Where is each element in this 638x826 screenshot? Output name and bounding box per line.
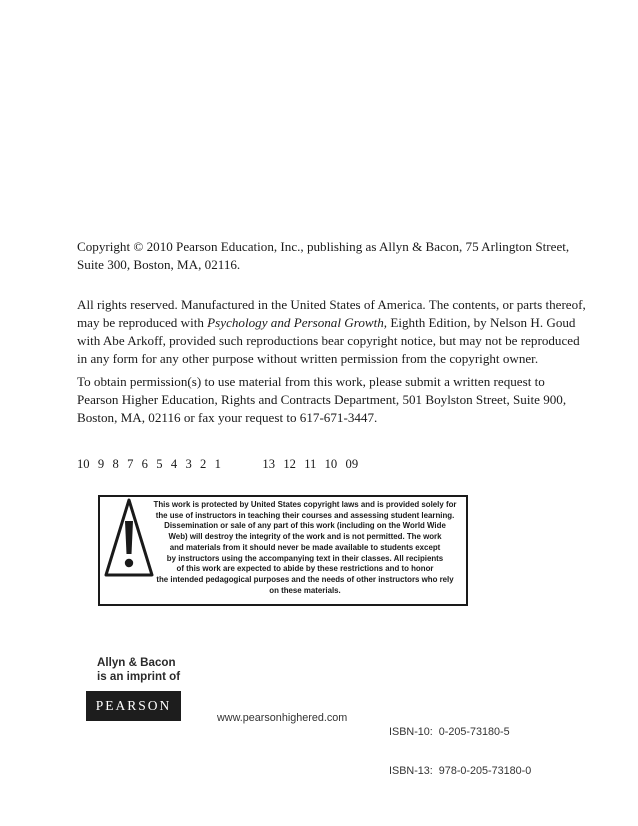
warning-line: the use of instructors in teaching their courses and assessing student learning.	[155, 510, 455, 520]
book-title: Psychology and Personal Growth,	[207, 315, 388, 330]
warning-line: the intended pedagogical purposes and the needs of other instructors who rely	[156, 574, 454, 584]
imprint-label: is an imprint of	[97, 670, 181, 683]
isbn-block	[389, 700, 531, 791]
rights-line-after: Eighth Edition, by Nelson H. Goud	[387, 315, 576, 330]
imprint-statement	[97, 656, 180, 684]
copyright-notice	[77, 238, 577, 274]
print-years: 13 12 11 10 09	[262, 457, 359, 471]
isbn-13: ISBN-13: 978-0-205-73180-0	[389, 765, 532, 777]
rights-line: All rights reserved. Manufactured in the United States of America. The contents, or parts thereof,	[77, 297, 586, 312]
warning-line: of this work are expected to abide by these restrictions and to honor	[176, 564, 434, 574]
imprint-publisher: Allyn & Bacon	[97, 656, 176, 669]
website-url: www.pearsonhighered.com	[217, 712, 348, 724]
warning-line: Dissemination or sale of any part of this work (including on the World Wide	[164, 521, 446, 531]
copyright-line: Suite 300, Boston, MA, 02116.	[77, 257, 241, 272]
permission-notice	[77, 373, 577, 427]
warning-line: on these materials.	[269, 585, 341, 595]
warning-line: This work is protected by United States copyright laws and is provided solely for	[153, 500, 457, 509]
copyright-warning-text	[138, 500, 472, 596]
permission-line: To obtain permission(s) to use material from this work, please submit a written request to	[77, 374, 545, 389]
warning-line: and materials from it should never be made available to students except	[169, 542, 441, 552]
pearson-logo-text: PEARSON	[95, 698, 172, 713]
rights-line: with Abe Arkoff, provided such reproductions bear copyright notice, but may not be reproduced	[77, 333, 580, 348]
copyright-line: Copyright © 2010 Pearson Education, Inc., publishing as Allyn & Bacon, 75 Arlington Street,	[77, 239, 570, 254]
print-numbers: 10 9 8 7 6 5 4 3 2 1	[77, 457, 221, 471]
pearson-logo	[86, 691, 181, 721]
permission-line: Boston, MA, 02116 or fax your request to 617-671-3447.	[77, 410, 378, 425]
rights-notice	[77, 296, 586, 368]
rights-line-before: may be reproduced with	[77, 315, 208, 330]
warning-line: Web) will destroy the integrity of the work and is not permitted. The work	[168, 532, 442, 542]
print-line	[77, 457, 358, 472]
isbn-10: ISBN-10: 0-205-73180-5	[389, 726, 510, 738]
rights-line: in any form for any other purpose without written permission from the copyright owner.	[77, 351, 539, 366]
permission-line: Pearson Higher Education, Rights and Contracts Department, 501 Boylston Street, Suite 900,	[77, 392, 567, 407]
warning-line: by instructors using the accompanying text in their classes. All recipients	[166, 553, 444, 563]
